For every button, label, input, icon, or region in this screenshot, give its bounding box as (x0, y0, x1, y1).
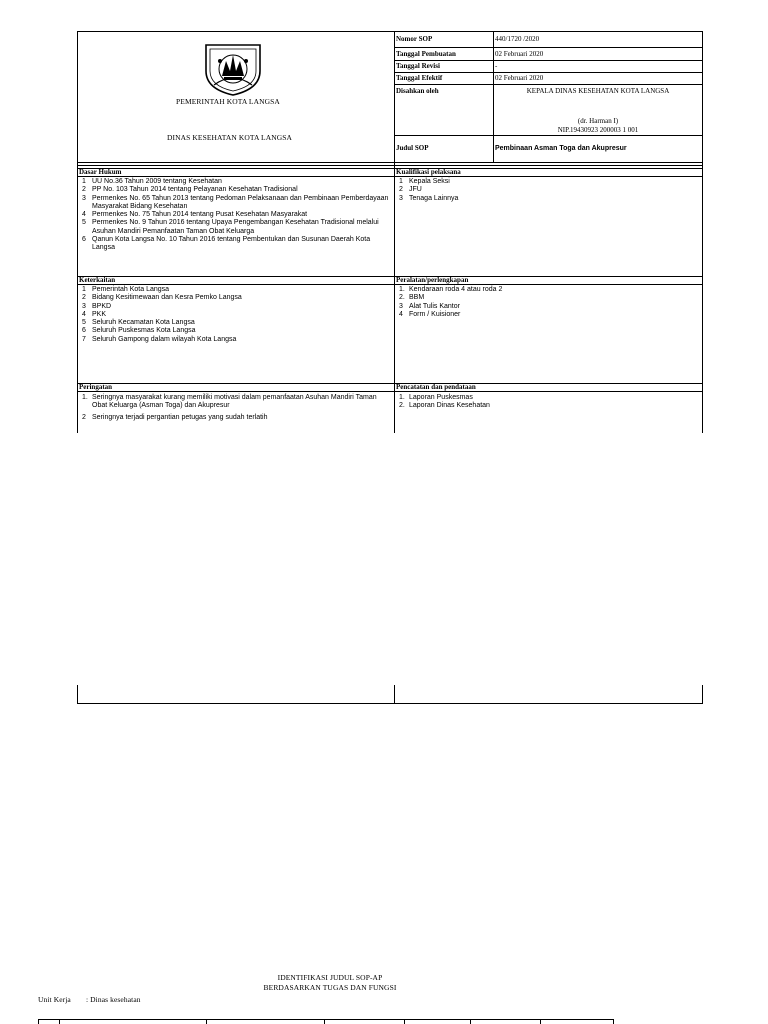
approved-label: Disahkan oleh (396, 87, 439, 95)
list-item: 3 BPKD (82, 302, 112, 310)
meta-divider (493, 31, 494, 162)
title-label: Judul SOP (396, 144, 429, 152)
list-item: 3 Alat Tulis Kantor (399, 302, 460, 310)
meta-value-efektif: 02 Februari 2020 (495, 74, 544, 82)
meta-row-line (394, 60, 703, 61)
list-keterkaitan (78, 286, 390, 344)
list-kualifikasi (395, 178, 695, 203)
header-bottom (77, 162, 703, 163)
list-item: 2 PP No. 103 Tahun 2014 tentang Pelayanan Kesehatan Tradisional (82, 186, 298, 194)
footer-table-col (470, 1019, 471, 1024)
dept-name: DINAS KESEHATAN KOTA LANGSA (167, 133, 293, 142)
list-dasar-hukum (78, 178, 390, 253)
unit-value: : Dinas kesehatan (86, 995, 141, 1004)
list-item: 1 UU No.36 Tahun 2009 tentang Kesehatan (82, 178, 222, 185)
list-item: 5 Permenkes No. 9 Tahun 2016 tentang Upaya Pengembangan Kesehatan Tradisional melalui Asuhan Mandiri Pemanfaatan Taman Obat Keluarga (82, 219, 379, 235)
section-line (77, 276, 703, 277)
footer-table-col (613, 1019, 614, 1024)
list-item: 1. Kendaraan roda 4 atau roda 2 (399, 286, 503, 293)
list-item: 6 Seluruh Puskesmas Kota Langsa (82, 327, 196, 335)
list-item: 3 Tenaga Lainnya (399, 194, 459, 202)
list-item: 6 Qanun Kota Langsa No. 10 Tahun 2016 tentang Pembentukan dan Susunan Daerah Kota Langsa (82, 236, 371, 252)
lower-right-border (702, 685, 703, 704)
footer-table-col (206, 1019, 207, 1024)
list-item: 5 Seluruh Kecamatan Kota Langsa (82, 319, 195, 327)
list-item: 4 PKK (82, 310, 107, 318)
list-item: 2 Bidang Kesitimewaan dan Kesra Pemko Langsa (82, 294, 242, 302)
meta-value-pembuatan: 02 Februari 2020 (495, 50, 544, 58)
section-line (77, 284, 703, 285)
list-item: 2 JFU (399, 186, 422, 194)
meta-label-revisi: Tanggal Revisi (396, 62, 440, 70)
list-item: 7 Seluruh Gampong dalam wilayah Kota Langsa (82, 335, 237, 343)
kota-langsa-logo (202, 41, 264, 97)
footer-table-col (59, 1019, 60, 1024)
meta-row-line (394, 47, 703, 48)
list-item: 1 Kepala Seksi (399, 178, 450, 185)
footer-title-line2: BERDASARKAN TUGAS DAN FUNGSI (263, 983, 397, 992)
section-line (77, 391, 703, 392)
gov-name: PEMERINTAH KOTA LANGSA (176, 97, 280, 106)
table-border-right (702, 31, 703, 433)
approver-title: KEPALA DINAS KESEHATAN KOTA LANGSA (526, 87, 670, 95)
meta-row-line (394, 72, 703, 73)
heading-peringatan: Peringatan (79, 383, 113, 391)
section-line (77, 383, 703, 384)
meta-label-nomor: Nomor SOP (396, 35, 433, 43)
heading-peralatan: Peralatan/perlengkapan (396, 276, 469, 284)
table-border-top (77, 31, 703, 32)
list-item: 1 Pemerintah Kota Langsa (82, 286, 170, 293)
heading-pencatatan: Pencatatan dan pendataan (396, 383, 476, 391)
list-item: 4 Form / Kuisioner (399, 310, 461, 318)
lower-left-border (77, 685, 78, 704)
footer-table-col (404, 1019, 405, 1024)
list-item: 2 Seringnya terjadi pergantian petugas yang sudah terlatih (82, 413, 268, 421)
meta-value-revisi: - (495, 62, 498, 70)
meta-value-nomor: 440/1720 /2020 (495, 35, 540, 43)
unit-label: Unit Kerja (38, 995, 71, 1004)
list-peralatan (395, 286, 695, 319)
footer-table-col (324, 1019, 325, 1024)
approver-nip: NIP.19430923 200003 1 001 (557, 126, 639, 134)
lower-mid-border (394, 685, 395, 704)
list-item: 4 Permenkes No. 75 Tahun 2014 tentang Pusat Kesehatan Masyarakat (82, 211, 308, 219)
lower-bottom-border (77, 703, 703, 704)
meta-row-line (394, 135, 703, 136)
section-line (77, 176, 703, 177)
list-item: 2. BBM (399, 294, 425, 302)
header-bottom2 (77, 165, 703, 166)
sop-title: Pembinaan Asman Toga dan Akupresur (495, 145, 627, 152)
header-divider (394, 31, 395, 433)
list-peringatan (78, 394, 390, 422)
footer-table-top (38, 1019, 614, 1020)
heading-kualifikasi: Kualifikasi pelaksana (396, 168, 461, 176)
list-item: 3 Permenkes No. 65 Tahun 2013 tentang Pedoman Pelaksanaan dan Pembinaan Pemberdayaan Masyarakat Bidang Kesehatan (82, 194, 389, 210)
approver-name: (dr. Harman I) (577, 117, 619, 125)
meta-label-efektif: Tanggal Efektif (396, 74, 443, 82)
list-item: 2. Laporan Dinas Kesehatan (399, 402, 490, 410)
list-item: 1. Seringnya masyarakat kurang memiliki motivasi dalam pemanfaatan Asuhan Mandiri Taman Obat Keluarga (Asman Toga) dan Akupresur (82, 394, 377, 410)
section-line (77, 168, 703, 169)
footer-table-col (540, 1019, 541, 1024)
meta-label-pembuatan: Tanggal Pembuatan (396, 50, 456, 58)
heading-keterkaitan: Keterkaitan (79, 276, 116, 284)
footer-table-col (38, 1019, 39, 1024)
heading-dasar-hukum: Dasar Hukum (79, 168, 122, 176)
meta-row-line (394, 84, 703, 85)
list-item: 1. Laporan Puskesmas (399, 394, 473, 401)
list-pencatatan (395, 394, 695, 411)
footer-title-line1: IDENTIFIKASI JUDUL SOP-AP (277, 973, 383, 982)
